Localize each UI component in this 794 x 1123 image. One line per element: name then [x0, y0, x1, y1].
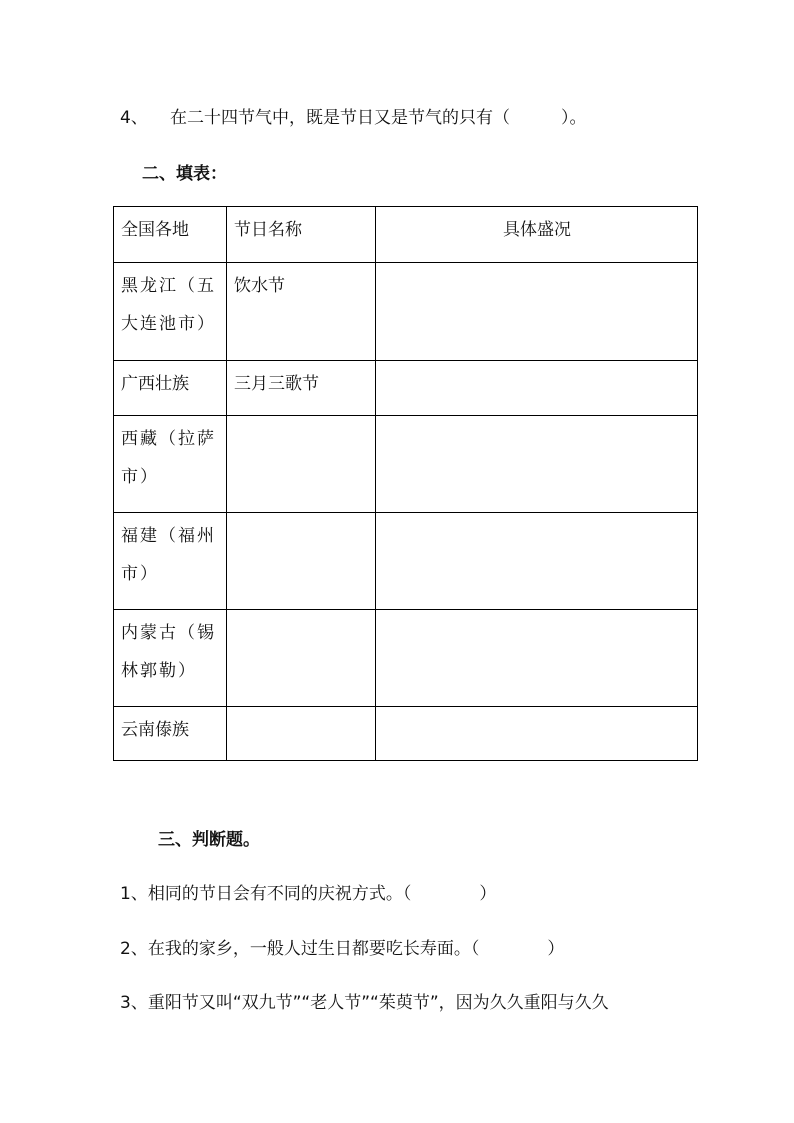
section-2-title: 二、填表：: [142, 164, 227, 184]
table-row: [114, 361, 698, 416]
cell-festival: 三月三歌节: [227, 361, 376, 416]
header-detail: 具体盛况: [376, 207, 698, 263]
header-place: 全国各地: [114, 207, 227, 263]
judgment-item: 2、在我的家乡，一般人过生日都要吃长寿面。（ ）: [120, 939, 565, 959]
judgment-item: 3、重阳节又叫“双九节”“老人节”“茱萸节”，因为久久重阳与久久: [120, 993, 609, 1013]
cell-place: [114, 513, 227, 610]
table-row: [114, 513, 698, 610]
question-4-text: 在二十四节气中，既是节日又是节气的只有（ ）。: [170, 108, 587, 128]
place-text: 西藏（拉萨市）: [121, 429, 216, 487]
cell-festival: [227, 513, 376, 610]
table-header-row: [114, 207, 698, 263]
table-row: [114, 263, 698, 361]
cell-detail: [376, 513, 698, 610]
table-row: [114, 416, 698, 513]
cell-festival: 饮水节: [227, 263, 376, 361]
cell-detail: [376, 416, 698, 513]
cell-festival: [227, 610, 376, 707]
place-text: 福建（福州市）: [121, 526, 216, 584]
cell-place: [114, 263, 227, 361]
cell-detail: [376, 707, 698, 761]
cell-place: [114, 416, 227, 513]
cell-detail: [376, 610, 698, 707]
festival-table: [113, 206, 698, 761]
judgment-item: 1、相同的节日会有不同的庆祝方式。（ ）: [120, 884, 497, 904]
cell-place: 云南傣族: [114, 707, 227, 761]
cell-place: [114, 610, 227, 707]
cell-detail: [376, 361, 698, 416]
place-text: 内蒙古（锡林郭勒）: [121, 623, 216, 681]
place-text: 黑龙江（五大连池市）: [121, 276, 216, 334]
cell-festival: [227, 416, 376, 513]
section-3-title: 三、判断题。: [158, 830, 260, 850]
cell-detail: [376, 263, 698, 361]
question-4-number: 4、: [120, 108, 148, 128]
table-row: [114, 707, 698, 761]
header-festival: 节日名称: [227, 207, 376, 263]
cell-festival: [227, 707, 376, 761]
table-row: [114, 610, 698, 707]
cell-place: 广西壮族: [114, 361, 227, 416]
